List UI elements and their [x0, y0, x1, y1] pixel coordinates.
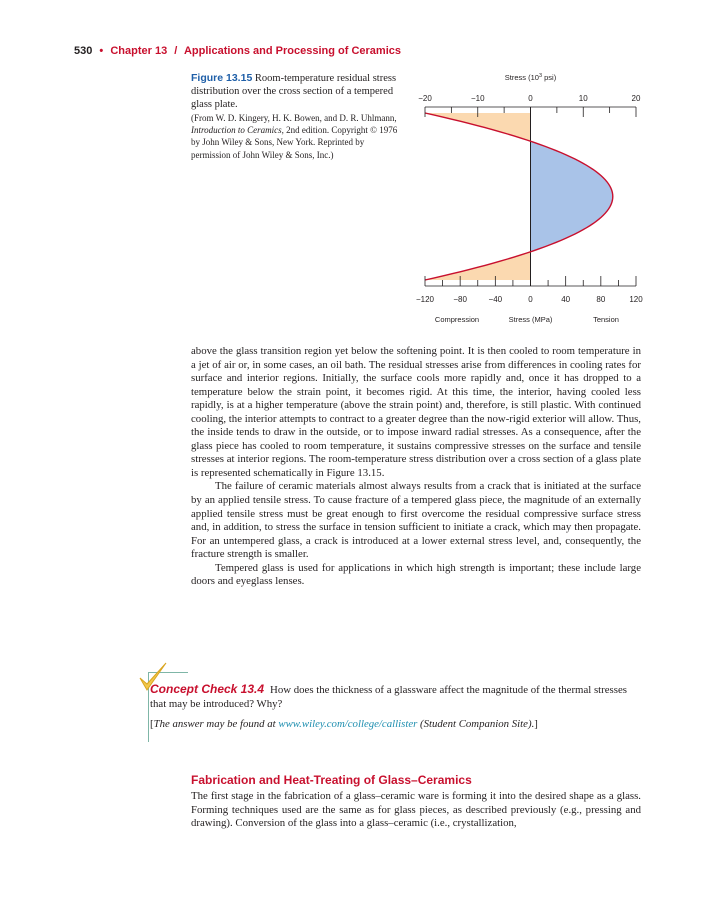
- slash-separator: /: [174, 45, 178, 57]
- answer-text: The answer may be found at: [153, 718, 279, 730]
- caption-source: [191, 112, 403, 161]
- answer-open-bracket: [: [150, 718, 154, 730]
- bottom-tick-label: 120: [629, 295, 643, 304]
- caption-text: Room-temperature residual stress distribution over the cross section of a tempered glass plate.: [191, 73, 397, 110]
- figure-caption: [191, 72, 403, 161]
- concept-check-box: [140, 672, 645, 742]
- companion-site-link[interactable]: www.wiley.com/college/callister: [278, 718, 418, 730]
- bottom-tick-label: −80: [453, 295, 467, 304]
- top-tick-label: 10: [578, 94, 588, 103]
- concept-check-question: How does the thickness of a glassware affect the magnitude of the thermal stresses that may be introduced? Why?: [150, 684, 627, 710]
- running-head: [74, 42, 674, 60]
- source-prefix: (From W. D. Kingery, H. K. Bowen, and D. R. Uhlmann,: [191, 113, 397, 123]
- page-number: 530: [74, 45, 93, 57]
- concept-check-label: Concept Check 13.4: [150, 682, 265, 696]
- top-axis-title: Stress ($10^3$ psi): [504, 73, 557, 82]
- source-book: Introduction to Ceramics,: [191, 125, 284, 136]
- concept-check-answer: [150, 717, 642, 731]
- bottom-tick-label: 80: [596, 295, 606, 304]
- body-text: [191, 345, 641, 589]
- top-tick-label: 20: [631, 94, 641, 103]
- chapter-title: Applications and Processing of Ceramics: [183, 45, 401, 57]
- compression-label: Compression: [434, 315, 480, 324]
- top-tick-label: 0: [528, 94, 533, 103]
- source-suffix: 2nd edition. Copyright © 1976 by John Wiley & Sons, New York. Reprinted by permission of John Wiley & Sons, Inc.): [191, 125, 398, 160]
- paragraph-3: Tempered glass is used for applications in which high strength is important; these include large doors and eyeglass lenses.: [191, 561, 641, 588]
- bottom-tick-label: 0: [528, 295, 533, 304]
- bottom-tick-label: 40: [561, 295, 571, 304]
- bullet-separator: •: [99, 45, 104, 57]
- tension-label: Tension: [593, 315, 619, 324]
- top-tick-label: −20: [418, 94, 432, 103]
- section-paragraph: The first stage in the fabrication of a glass–ceramic ware is forming it into the desired shape as a glass. Forming techniques used are the same as for glass pieces, as described previously (e.g., pressing and drawing). Conversion of the glass into a glass–ceramic (i.e., crystallization,: [191, 790, 641, 830]
- stress-distribution-figure: [405, 66, 655, 326]
- bottom-tick-label: −120: [415, 295, 435, 304]
- stress-chart-svg: [405, 66, 655, 326]
- concept-check-body: [150, 682, 642, 731]
- chapter-label: Chapter 13: [110, 45, 168, 57]
- answer-site: (Student Companion Site).: [417, 718, 535, 730]
- answer-close-bracket: ]: [534, 718, 538, 730]
- section-heading: Fabrication and Heat-Treating of Glass–Ceramics: [191, 773, 472, 787]
- paragraph-1: above the glass transition region yet below the softening point. It is then cooled to room temperature in a jet of air or, in some cases, an oil bath. The residual stresses arise from differences in cooling rates for surface and interior regions. Initially, the surface cools more rapidly and, once it has dropped to a temperature below the strain point, it becomes rigid. At this time, the interior, having cooled less rapidly, is at a higher temperature (above the strain point) and, therefore, is still plastic. With continued cooling, the interior attempts to contract to a greater degree than the now-rigid exterior will allow. Thus, the inside tends to draw in the outside, or to impose inward radial stresses. As a consequence, after the glass piece has cooled to room temperature, it sustains compressive stresses on the surface and tensile stresses at interior regions. The room-temperature stress distribution over a cross section of a glass plate is represented schematically in Figure 13.15.: [191, 345, 641, 479]
- section-text: [191, 790, 641, 831]
- paragraph-2: The failure of ceramic materials almost always results from a crack that is initiated at the surface by an applied tensile stress. To cause fracture of a tempered glass piece, the magnitude of an externally applied tensile stress must be great enough to first overcome the residual compressive surface stress and, in addition, to stress the surface in tension sufficient to initiate a crack, which may then propagate. For an untempered glass, a crack is introduced at a lower external stress level, and, consequently, the fracture strength is smaller.: [191, 480, 641, 561]
- top-tick-label: −10: [470, 94, 485, 103]
- figure-label: Figure 13.15: [191, 72, 253, 84]
- bottom-tick-label: −40: [488, 295, 503, 304]
- bottom-axis-title: Stress (MPa): [508, 315, 553, 324]
